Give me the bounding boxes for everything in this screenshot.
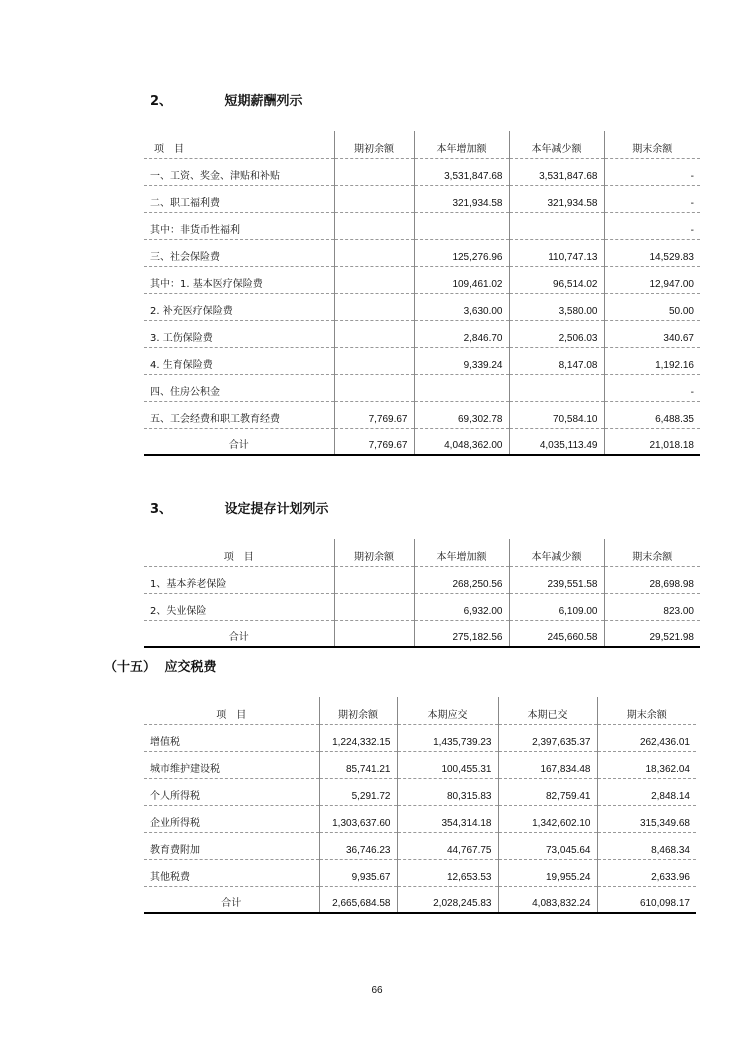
cell-value: 1,192.16: [604, 347, 700, 374]
section-number: 3、: [150, 502, 173, 517]
total-value: 7,769.67: [334, 428, 414, 455]
short-term-compensation-table: [144, 131, 700, 456]
column-header: 期初余额: [319, 697, 397, 724]
cell-value: [334, 347, 414, 374]
cell-value: 315,349.68: [597, 805, 696, 832]
cell-value: 321,934.58: [509, 185, 604, 212]
total-value: 4,048,362.00: [414, 428, 509, 455]
cell-value: [334, 293, 414, 320]
table-row: [144, 266, 700, 293]
row-label: 二、职工福利费: [144, 185, 334, 212]
total-value: 21,018.18: [604, 428, 700, 455]
table-row: [144, 185, 700, 212]
taxes-payable-table: [144, 697, 696, 914]
table-row: [144, 212, 700, 239]
total-label: 合计: [144, 428, 334, 455]
row-label: 4. 生育保险费: [144, 347, 334, 374]
cell-value: -: [604, 158, 700, 185]
cell-value: [414, 212, 509, 239]
section-title: 设定提存计划列示: [224, 502, 329, 517]
cell-value: 8,147.08: [509, 347, 604, 374]
cell-value: 239,551.58: [509, 566, 604, 593]
cell-value: [509, 212, 604, 239]
cell-value: 2,846.70: [414, 320, 509, 347]
row-label: 其中：非货币性福利: [144, 212, 334, 239]
header-row: [144, 131, 700, 158]
page-number: 66: [371, 985, 383, 996]
cell-value: 8,468.34: [597, 832, 696, 859]
column-header: 本年增加额: [414, 539, 509, 566]
defined-contribution-table: [144, 539, 700, 648]
cell-value: 9,935.67: [319, 859, 397, 886]
cell-value: 321,934.58: [414, 185, 509, 212]
total-value: 610,098.17: [597, 886, 696, 913]
cell-value: 167,834.48: [498, 751, 597, 778]
cell-value: 6,932.00: [414, 593, 509, 620]
row-label: 增值税: [144, 724, 319, 751]
cell-value: 44,767.75: [397, 832, 498, 859]
row-label: 个人所得税: [144, 778, 319, 805]
row-label: 1、基本养老保险: [144, 566, 334, 593]
cell-value: 6,488.35: [604, 401, 700, 428]
cell-value: 12,653.53: [397, 859, 498, 886]
column-header: 项 目: [144, 539, 334, 566]
cell-value: [509, 374, 604, 401]
table-row: [144, 859, 696, 886]
cell-value: 14,529.83: [604, 239, 700, 266]
column-header: 本年增加额: [414, 131, 509, 158]
cell-value: [334, 158, 414, 185]
cell-value: [334, 566, 414, 593]
cell-value: 12,947.00: [604, 266, 700, 293]
cell-value: [334, 239, 414, 266]
cell-value: 96,514.02: [509, 266, 604, 293]
cell-value: 69,302.78: [414, 401, 509, 428]
row-label: 2. 补充医疗保险费: [144, 293, 334, 320]
header-row: [144, 697, 696, 724]
cell-value: [414, 374, 509, 401]
cell-value: 3,580.00: [509, 293, 604, 320]
row-label: 一、工资、奖金、津贴和补贴: [144, 158, 334, 185]
section-3-heading: [150, 498, 329, 517]
table-row: [144, 239, 700, 266]
cell-value: 2,397,635.37: [498, 724, 597, 751]
row-label: 3. 工伤保险费: [144, 320, 334, 347]
cell-value: 19,955.24: [498, 859, 597, 886]
cell-value: [334, 266, 414, 293]
column-header: 期初余额: [334, 539, 414, 566]
cell-value: 73,045.64: [498, 832, 597, 859]
cell-value: 3,531,847.68: [414, 158, 509, 185]
cell-value: 7,769.67: [334, 401, 414, 428]
column-header: 本期已交: [498, 697, 597, 724]
row-label: 三、社会保险费: [144, 239, 334, 266]
table-row: [144, 778, 696, 805]
cell-value: -: [604, 374, 700, 401]
total-value: [334, 620, 414, 647]
total-value: 4,035,113.49: [509, 428, 604, 455]
cell-value: [334, 320, 414, 347]
column-header: 期末余额: [597, 697, 696, 724]
cell-value: 340.67: [604, 320, 700, 347]
cell-value: 125,276.96: [414, 239, 509, 266]
table-row: [144, 401, 700, 428]
cell-value: 1,435,739.23: [397, 724, 498, 751]
section-title: 应交税费: [164, 660, 217, 675]
row-label: 其他税费: [144, 859, 319, 886]
row-label: 城市维护建设税: [144, 751, 319, 778]
cell-value: 262,436.01: [597, 724, 696, 751]
header-row: [144, 539, 700, 566]
total-row: [144, 428, 700, 455]
cell-value: [334, 593, 414, 620]
section-15-heading: [104, 656, 217, 675]
row-label: 企业所得税: [144, 805, 319, 832]
section-number: （十五）: [104, 660, 157, 675]
cell-value: -: [604, 185, 700, 212]
cell-value: 18,362.04: [597, 751, 696, 778]
column-header: 项 目: [144, 131, 334, 158]
total-value: 275,182.56: [414, 620, 509, 647]
section-title: 短期薪酬列示: [224, 94, 303, 109]
total-value: 29,521.98: [604, 620, 700, 647]
cell-value: 3,531,847.68: [509, 158, 604, 185]
table-row: [144, 347, 700, 374]
row-label: 五、工会经费和职工教育经费: [144, 401, 334, 428]
cell-value: 109,461.02: [414, 266, 509, 293]
cell-value: 110,747.13: [509, 239, 604, 266]
total-row: [144, 620, 700, 647]
column-header: 期初余额: [334, 131, 414, 158]
column-header: 本期应交: [397, 697, 498, 724]
table-row: [144, 566, 700, 593]
cell-value: [334, 185, 414, 212]
cell-value: 9,339.24: [414, 347, 509, 374]
cell-value: 100,455.31: [397, 751, 498, 778]
total-label: 合计: [144, 620, 334, 647]
table-row: [144, 724, 696, 751]
cell-value: 1,303,637.60: [319, 805, 397, 832]
cell-value: -: [604, 212, 700, 239]
table-row: [144, 805, 696, 832]
total-label: 合计: [144, 886, 319, 913]
cell-value: 2,506.03: [509, 320, 604, 347]
column-header: 期末余额: [604, 539, 700, 566]
row-label: 2、失业保险: [144, 593, 334, 620]
table-row: [144, 593, 700, 620]
cell-value: 268,250.56: [414, 566, 509, 593]
column-header: 本年减少额: [509, 539, 604, 566]
cell-value: 354,314.18: [397, 805, 498, 832]
cell-value: 5,291.72: [319, 778, 397, 805]
section-2-heading: [150, 90, 303, 109]
column-header: 项 目: [144, 697, 319, 724]
total-value: 2,665,684.58: [319, 886, 397, 913]
cell-value: 6,109.00: [509, 593, 604, 620]
cell-value: 70,584.10: [509, 401, 604, 428]
cell-value: 50.00: [604, 293, 700, 320]
section-number: 2、: [150, 94, 173, 109]
cell-value: 1,224,332.15: [319, 724, 397, 751]
total-value: 4,083,832.24: [498, 886, 597, 913]
cell-value: 2,848.14: [597, 778, 696, 805]
cell-value: 2,633.96: [597, 859, 696, 886]
cell-value: [334, 374, 414, 401]
row-label: 其中：1. 基本医疗保险费: [144, 266, 334, 293]
table-row: [144, 374, 700, 401]
cell-value: 1,342,602.10: [498, 805, 597, 832]
table-row: [144, 751, 696, 778]
table-row: [144, 293, 700, 320]
table-row: [144, 158, 700, 185]
table-row: [144, 320, 700, 347]
total-value: 2,028,245.83: [397, 886, 498, 913]
column-header: 本年减少额: [509, 131, 604, 158]
cell-value: 823.00: [604, 593, 700, 620]
total-row: [144, 886, 696, 913]
cell-value: [334, 212, 414, 239]
total-value: 245,660.58: [509, 620, 604, 647]
cell-value: 80,315.83: [397, 778, 498, 805]
row-label: 教育费附加: [144, 832, 319, 859]
cell-value: 85,741.21: [319, 751, 397, 778]
cell-value: 3,630.00: [414, 293, 509, 320]
row-label: 四、住房公积金: [144, 374, 334, 401]
cell-value: 82,759.41: [498, 778, 597, 805]
cell-value: 28,698.98: [604, 566, 700, 593]
cell-value: 36,746.23: [319, 832, 397, 859]
column-header: 期末余额: [604, 131, 700, 158]
table-row: [144, 832, 696, 859]
